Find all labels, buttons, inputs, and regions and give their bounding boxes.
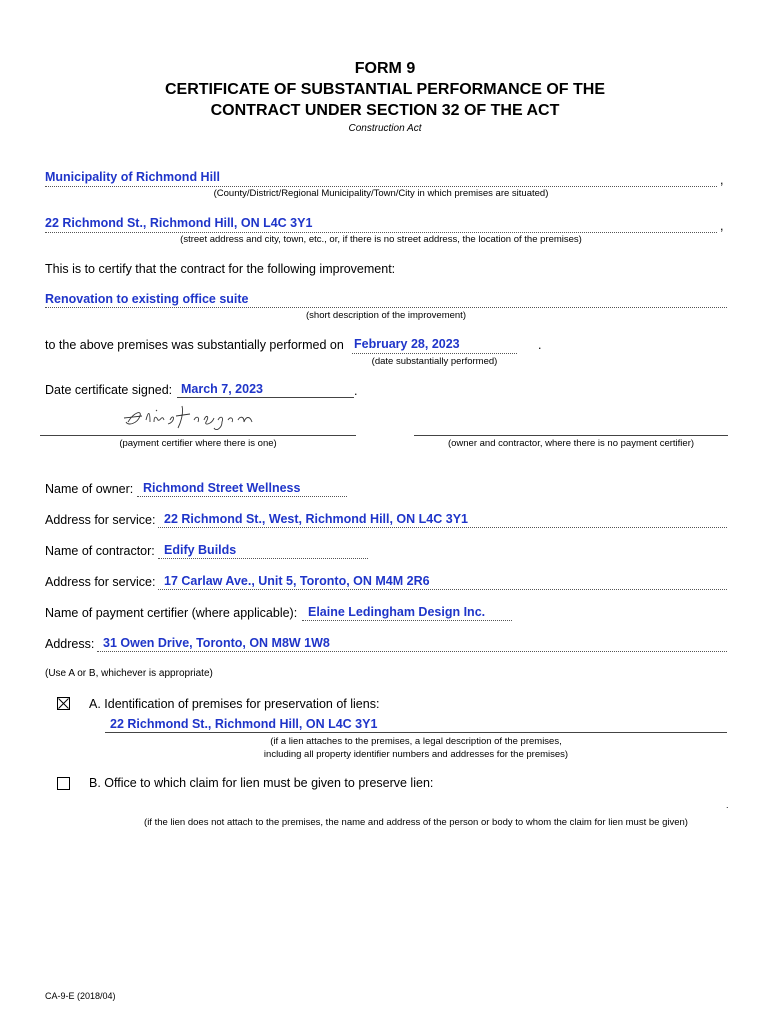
checkmark-x-icon: [58, 698, 69, 709]
option-b-label: B. Office to which claim for lien must be given to preserve lien:: [89, 776, 434, 790]
certify-text: This is to certify that the contract for the following improvement:: [45, 262, 396, 276]
street-address-hint: (street address and city, town, etc., or, if there is no street address, the location of the premises): [180, 234, 582, 245]
signature-icon: [120, 402, 260, 434]
owner-line: [137, 496, 347, 497]
performed-date-hint: (date substantially performed): [371, 356, 498, 367]
street-address-line: [45, 232, 717, 233]
improvement-line: [45, 307, 727, 308]
owner-service-label: Address for service:: [45, 513, 156, 527]
contractor-line: [158, 558, 368, 559]
performed-period: .: [538, 338, 542, 352]
option-a-hint-line2: including all property identifier numbers and addresses for the premises): [263, 749, 569, 760]
contractor-field[interactable]: Edify Builds: [164, 543, 237, 557]
performed-label: to the above premises was substantially performed on: [45, 338, 344, 352]
option-a-field[interactable]: 22 Richmond St., Richmond Hill, ON L4C 3Y1: [110, 717, 378, 731]
payment-certifier-signature-line[interactable]: [40, 435, 356, 436]
improvement-field[interactable]: Renovation to existing office suite: [45, 292, 249, 306]
certifier-line: [302, 620, 512, 621]
owner-service-field[interactable]: 22 Richmond St., West, Richmond Hill, ON L4C 3Y1: [164, 512, 468, 526]
option-a-line: [105, 732, 727, 733]
contractor-service-label: Address for service:: [45, 575, 156, 589]
contractor-service-line: [158, 589, 727, 590]
certifier-label: Name of payment certifier (where applicable):: [45, 606, 298, 620]
performed-date-field[interactable]: February 28, 2023: [354, 337, 460, 351]
use-a-or-b-note: (Use A or B, whichever is appropriate): [45, 668, 213, 679]
owner-label: Name of owner:: [45, 482, 134, 496]
owner-service-line: [158, 527, 727, 528]
option-a-checkbox[interactable]: [57, 697, 70, 710]
option-b-checkbox[interactable]: [57, 777, 70, 790]
option-b-period: .: [726, 800, 729, 810]
street-address-comma: ,: [720, 219, 724, 233]
contractor-label: Name of contractor:: [45, 544, 155, 558]
form-code: CA-9-E (2018/04): [45, 991, 116, 1001]
act-name: Construction Act: [348, 123, 422, 134]
contractor-service-field[interactable]: 17 Carlaw Ave., Unit 5, Toronto, ON M4M 2R6: [164, 574, 430, 588]
performed-date-line: [352, 353, 517, 354]
certifier-address-label: Address:: [45, 637, 95, 651]
form-number: FORM 9: [354, 60, 416, 77]
payment-certifier-hint: (payment certifier where there is one): [119, 438, 277, 449]
owner-contractor-signature-line[interactable]: [414, 435, 728, 436]
signed-date-field[interactable]: March 7, 2023: [181, 382, 263, 396]
signed-label: Date certificate signed:: [45, 383, 173, 397]
option-b-hint: (if the lien does not attach to the premises, the name and address of the person or body to whom the claim for lien must be given): [144, 817, 688, 828]
certifier-address-line: [97, 651, 727, 652]
certifier-field[interactable]: Elaine Ledingham Design Inc.: [308, 605, 486, 619]
option-b-line[interactable]: [105, 814, 725, 815]
option-a-hint-line1: (if a lien attaches to the premises, a legal description of the premises,: [270, 736, 562, 747]
form-title-line1: CERTIFICATE OF SUBSTANTIAL PERFORMANCE OF THE: [165, 81, 605, 98]
street-address-field[interactable]: 22 Richmond St., Richmond Hill, ON L4C 3Y1: [45, 216, 313, 230]
owner-field[interactable]: Richmond Street Wellness: [143, 481, 301, 495]
certifier-address-field[interactable]: 31 Owen Drive, Toronto, ON M8W 1W8: [103, 636, 330, 650]
signed-period: .: [354, 384, 358, 398]
municipality-hint: (County/District/Regional Municipality/Town/City in which premises are situated): [213, 188, 549, 199]
municipality-comma: ,: [720, 173, 724, 187]
municipality-line: [45, 186, 717, 187]
signed-date-line: [177, 397, 354, 398]
owner-contractor-hint: (owner and contractor, where there is no payment certifier): [447, 438, 695, 449]
municipality-field[interactable]: Municipality of Richmond Hill: [45, 170, 220, 184]
improvement-hint: (short description of the improvement): [306, 310, 466, 321]
option-a-label: A. Identification of premises for preservation of liens:: [89, 697, 380, 711]
form-title-line2: CONTRACT UNDER SECTION 32 OF THE ACT: [210, 102, 560, 119]
